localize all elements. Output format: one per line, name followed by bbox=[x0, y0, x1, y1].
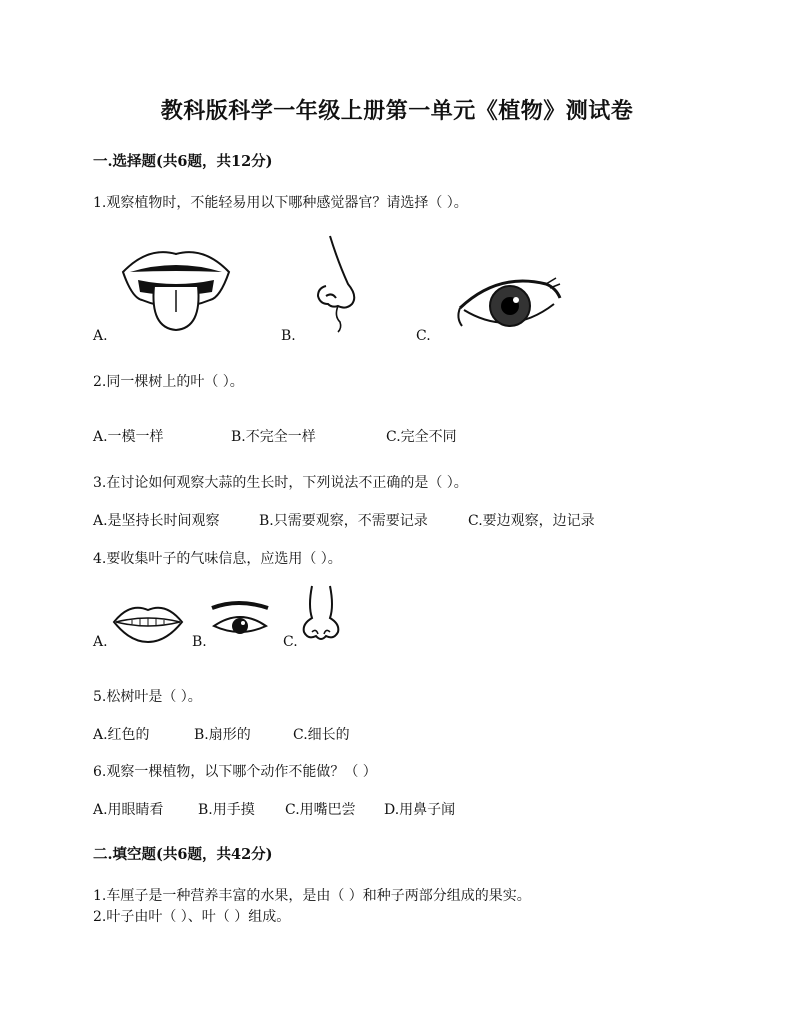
mouth-icon bbox=[112, 600, 184, 644]
q6-option-b: B.用手摸 bbox=[198, 802, 255, 818]
q2-option-b: B.不完全一样 bbox=[231, 429, 316, 445]
tongue-icon bbox=[120, 240, 232, 332]
q2-option-a: A.一模一样 bbox=[93, 429, 164, 445]
nose-icon bbox=[298, 584, 344, 644]
eye-icon bbox=[208, 600, 272, 640]
section-heading-choice: 一.选择题(共6题，共12分) bbox=[93, 153, 273, 170]
nose-icon bbox=[312, 234, 362, 334]
q6-option-a: A.用眼睛看 bbox=[93, 802, 164, 818]
q4-option-b: B. bbox=[192, 634, 207, 650]
question-4: 4.要收集叶子的气味信息，应选用（ ）。 bbox=[93, 551, 342, 567]
question-2: 2.同一棵树上的叶（ ）。 bbox=[93, 374, 244, 390]
q1-option-a: A. bbox=[93, 328, 108, 344]
q5-option-c: C.细长的 bbox=[293, 727, 350, 743]
q2-option-c: C.完全不同 bbox=[386, 429, 457, 445]
q1-option-b: B. bbox=[281, 328, 296, 344]
q3-option-a: A.是坚持长时间观察 bbox=[93, 513, 220, 529]
q5-option-b: B.扇形的 bbox=[194, 727, 251, 743]
question-6: 6.观察一棵植物，以下哪个动作不能做？（ ） bbox=[93, 764, 377, 780]
question-5: 5.松树叶是（ ）。 bbox=[93, 689, 202, 705]
question-1: 1.观察植物时，不能轻易用以下哪种感觉器官？请选择（ ）。 bbox=[93, 195, 468, 211]
q3-option-b: B.只需要观察，不需要记录 bbox=[259, 513, 428, 529]
eye-icon bbox=[458, 268, 562, 330]
q3-option-c: C.要边观察，边记录 bbox=[468, 513, 595, 529]
page-title: 教科版科学一年级上册第一单元《植物》测试卷 bbox=[160, 98, 634, 124]
q5-option-a: A.红色的 bbox=[93, 727, 150, 743]
q4-option-a: A. bbox=[93, 634, 108, 650]
fill-question-1: 1.车厘子是一种营养丰富的水果，是由（ ）和种子两部分组成的果实。 bbox=[93, 888, 531, 904]
section-heading-fill: 二.填空题(共6题，共42分) bbox=[93, 846, 273, 863]
q6-option-c: C.用嘴巴尝 bbox=[285, 802, 356, 818]
question-3: 3.在讨论如何观察大蒜的生长时，下列说法不正确的是（ ）。 bbox=[93, 475, 468, 491]
q1-option-c: C. bbox=[416, 328, 431, 344]
q4-option-c: C. bbox=[283, 634, 298, 650]
q6-option-d: D.用鼻子闻 bbox=[384, 802, 456, 818]
fill-question-2: 2.叶子由叶（ ）、叶（ ）组成。 bbox=[93, 909, 291, 925]
